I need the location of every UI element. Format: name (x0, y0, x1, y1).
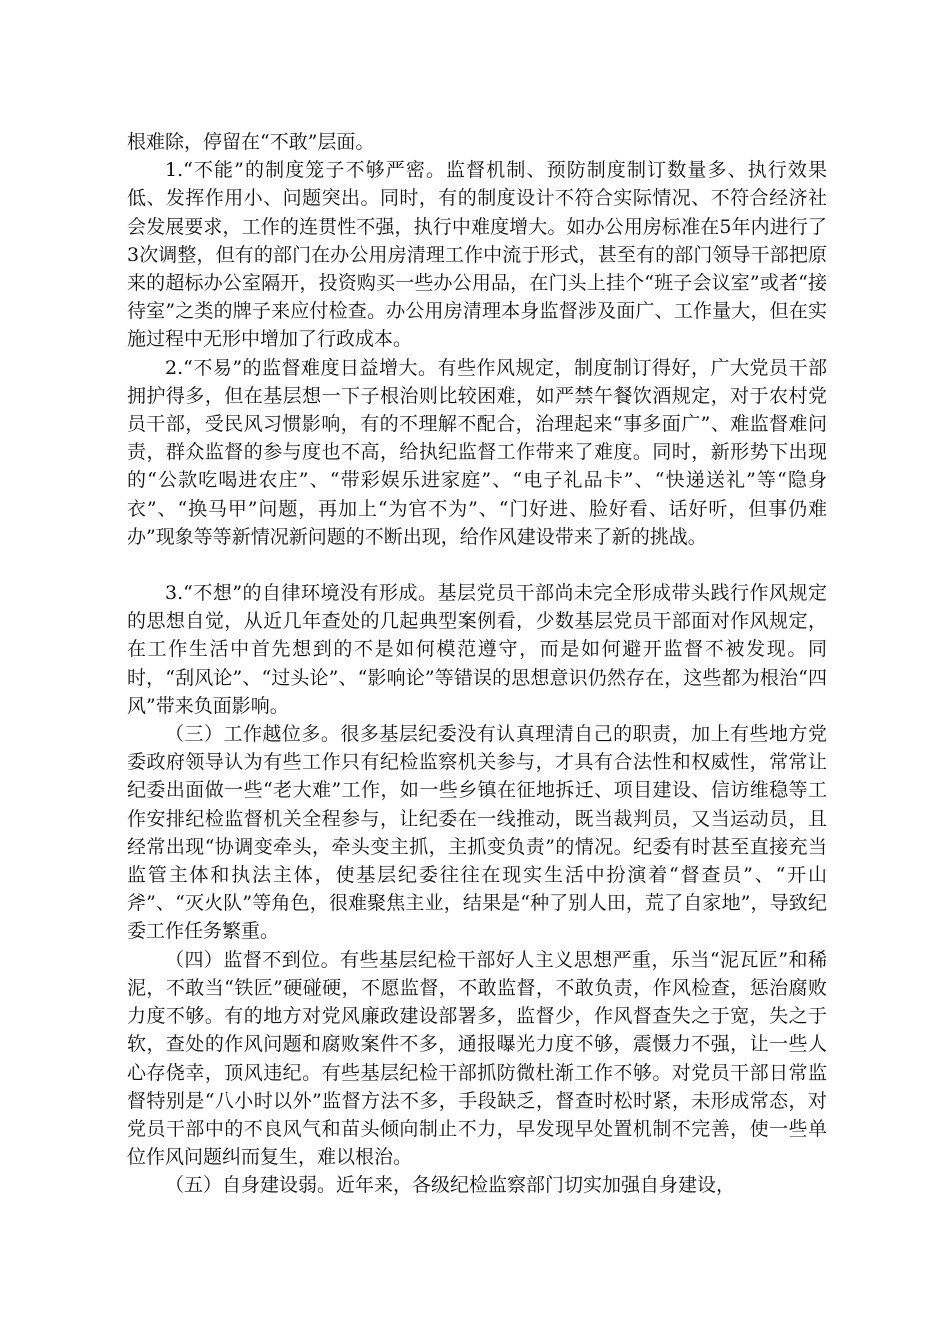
paragraph-item-1: 1.“不能”的制度笼子不够严密。监督机制、预防制度制订数量多、执行效果低、发挥作用小、问题突出。同时，有的制度设计不符合实际情况、不符合经济社会发展要求，工作的连贯性不强，执行中难度增大。如办公用房标准在5年内进行了3次调整，但有的部门在办公用房清理工作中流于形式，甚至有的部门领导干部把原来的超标办公室隔开，投资购买一些办公用品，在门头上挂个“班子会议室”或者“接待室”之类的牌子来应付检查。办公用房清理本身监督涉及面广、工作量大，但在实施过程中无形中增加了行政成本。 (127, 159, 827, 351)
paragraph-item-3: 3.“不想”的自律环境没有形成。基层党员干部尚未完全形成带头践行作风规定的思想自觉，从近几年查处的几起典型案例看，少数基层党员干部面对作风规定，在工作生活中首先想到的不是如何模范遵守，而是如何避开监督不被发现。同时，“刮风论”、“过头论”、“影响论”等错误的思想意识仍然存在，这些都为根治“四风”带来负面影响。 (127, 582, 827, 717)
paragraph-section-4: （四）监督不到位。有些基层纪检干部好人主义思想严重，乐当“泥瓦匠”和稀泥，不敢当“铁匠”硬碰硬，不愿监督，不敢监督，不敢负责，作风检查，惩治腐败力度不够。有的地方对党风廉政建设部署多，监督少，作风督查失之于宽，失之于软，查处的作风问题和腐败案件不多，通报曝光力度不够，震慑力不强，让一些人心存侥幸，顶风违纪。有些基层纪检干部抓防微杜渐工作不够。对党员干部日常监督特别是“八小时以外”监督方法不多，手段缺乏，督查时松时紧，未形成常态，对党员干部中的不良风气和苗头倾向制止不力，早发现早处置机制不完善，使一些单位作风问题纠而复生，难以根治。 (127, 948, 827, 1169)
paragraph-continuation: 根难除，停留在“不敢”层面。 (127, 131, 375, 153)
paragraph-section-3: （三）工作越位多。很多基层纪委没有认真理清自己的职责，加上有些地方党委政府领导认为有些工作只有纪检监察机关参与，才具有合法性和权威性，常常让纪委出面做一些“老大难”工作，如一些乡镇在征地拆迁、项目建设、信访维稳等工作安排纪检监督机关全程参与，让纪委在一线推动，既当裁判员，又当运动员，且经常出现“协调变牵头，牵头变主抓，主抓变负责”的情况。纪委有时甚至直接充当监管主体和执法主体，使基层纪委往往在现实生活中扮演着“督查员”、“开山斧”、“灭火队”等角色，很难聚焦主业，结果是“种了别人田，荒了自家地”，导致纪委工作任务繁重。 (127, 723, 827, 943)
paragraph-section-5: （五）自身建设弱。近年来，各级纪检监察部门切实加强自身建设， (165, 1174, 736, 1197)
document-body (127, 128, 827, 1200)
paragraph-item-2: 2.“不易”的监督难度日益增大。有些作风规定，制度制订得好，广大党员干部拥护得多，但在基层想一下子根治则比较困难，如严禁午餐饮酒规定，对于农村党员干部，受民风习惯影响，有的不理解不配合，治理起来“事多面广”、难监督难问责，群众监督的参与度也不高，给执纪监督工作带来了难度。同时，新形势下出现的“公款吃喝进农庄”、“带彩娱乐进家庭”、“电子礼品卡”、“快递送礼”等“隐身衣”、“换马甲”问题，再加上“为官不为”、“门好进、脸好看、话好听，但事仍难办”现象等等新情况新问题的不断出现，给作风建设带来了新的挑战。 (127, 356, 827, 548)
